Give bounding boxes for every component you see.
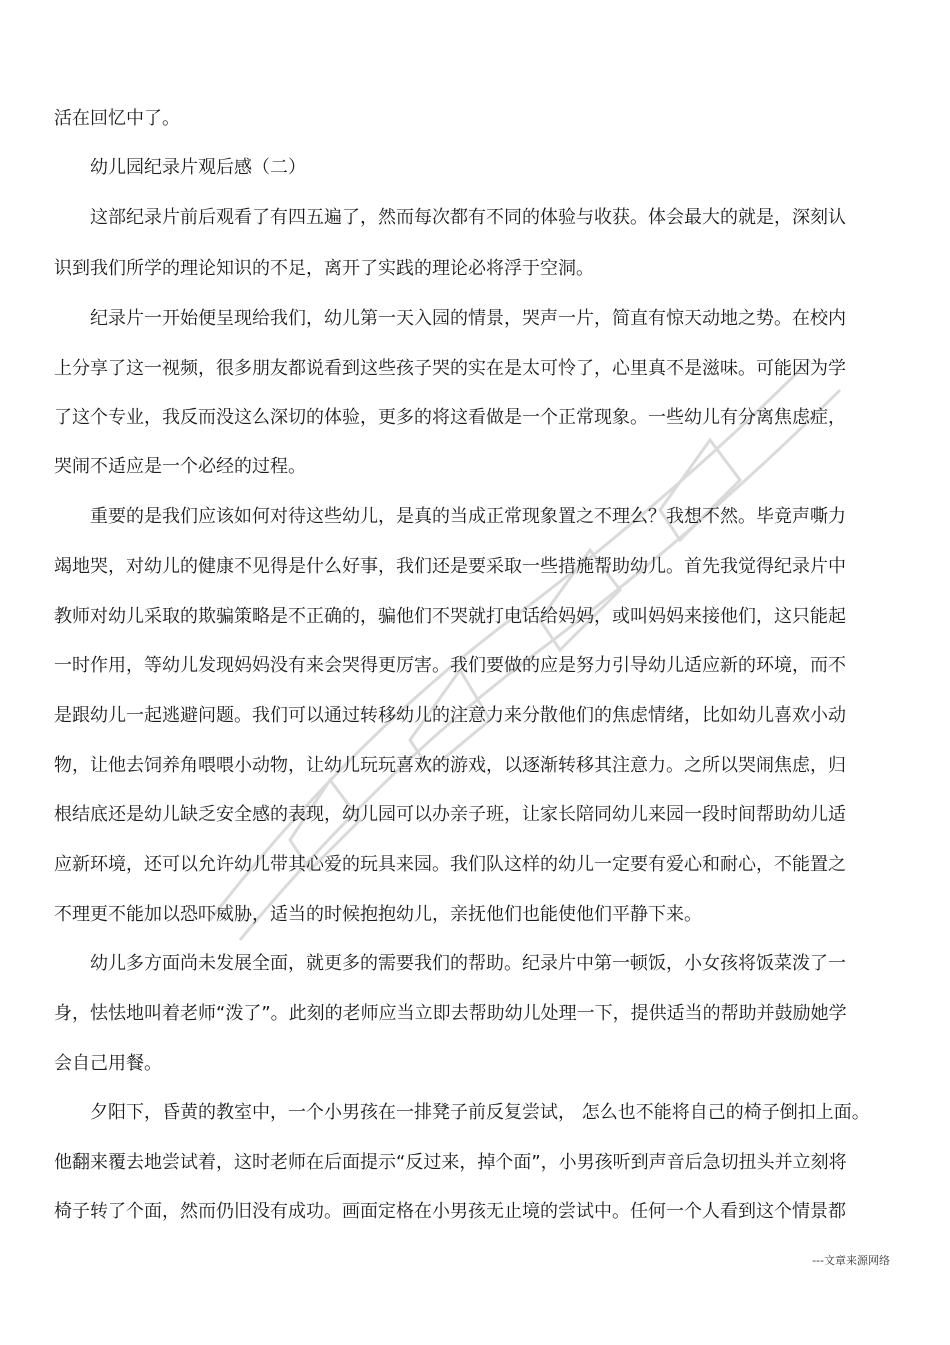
text-line: 活在回忆中了。 (54, 108, 180, 129)
text-line: 应新环境，还可以允许幼儿带其心爱的玩具来园。我们队这样的幼儿一定要有爱心和耐心，不能置之 (54, 854, 846, 875)
text-line: 了这个专业，我反而没这么深切的体验，更多的将这看做是一个正常现象。一些幼儿有分离焦虑症， (54, 407, 846, 428)
text-line: 是跟幼儿一起逃避问题。我们可以通过转移幼儿的注意力来分散他们的焦虑情绪，比如幼儿喜欢小动 (54, 705, 846, 726)
text-line: 哭闹不适应是一个必经的过程。 (54, 456, 306, 477)
text-line: 椅子转了个面，然而仍旧没有成功。画面定格在小男孩无止境的尝试中。任何一个人看到这个情景都 (54, 1201, 846, 1222)
text-line: 竭地哭，对幼儿的健康不见得是什么好事，我们还是要采取一些措施帮助幼儿。首先我觉得纪录片中 (54, 556, 846, 577)
text-line: 夕阳下，昏黄的教室中，一个小男孩在一排凳子前反复尝试， 怎么也不能将自己的椅子倒扣上面。 (90, 1102, 870, 1123)
text-line: 识到我们所学的理论知识的不足，离开了实践的理论必将浮于空洞。 (54, 258, 594, 279)
text-line: 一时作用，等幼儿发现妈妈没有来会哭得更厉害。我们要做的应是努力引导幼儿适应新的环境，而不 (54, 655, 846, 676)
text-line: 上分享了这一视频，很多朋友都说看到这些孩子哭的实在是太可怜了，心里真不是滋味。可能因为学 (54, 358, 846, 379)
text-line: 教师对幼儿采取的欺骗策略是不正确的，骗他们不哭就打电话给妈妈，或叫妈妈来接他们，这只能起 (54, 606, 846, 627)
text-line: 重要的是我们应该如何对待这些幼儿，是真的当成正常现象置之不理么？我想不然。毕竟声嘶力 (90, 506, 846, 527)
section-heading: 幼儿园纪录片观后感（二） (90, 157, 306, 178)
text-line: 幼儿多方面尚未发展全面，就更多的需要我们的帮助。纪录片中第一顿饭，小女孩将饭菜泼了一 (90, 953, 846, 974)
text-line: 这部纪录片前后观看了有四五遍了，然而每次都有不同的体验与收获。体会最大的就是，深刻认 (90, 207, 846, 228)
text-line: 身，怯怯地叫着老师“泼了”。此刻的老师应当立即去帮助幼儿处理一下，提供适当的帮助并鼓励她学 (54, 1003, 847, 1024)
text-line: 会自己用餐。 (54, 1053, 162, 1074)
text-line: 根结底还是幼儿缺乏安全感的表现，幼儿园可以办亲子班，让家长陪同幼儿来园一段时间帮助幼儿适 (54, 804, 846, 825)
source-footer: ---文章来源网络 (812, 1254, 890, 1267)
text-line: 物，让他去饲养角喂喂小动物，让幼儿玩玩喜欢的游戏，以逐渐转移其注意力。之所以哭闹焦虑，归 (54, 755, 846, 776)
text-line: 纪录片一开始便呈现给我们，幼儿第一天入园的情景，哭声一片，简直有惊天动地之势。在校内 (90, 308, 846, 329)
text-line: 不理更不能加以恐吓威胁，适当的时候抱抱幼儿，亲抚他们也能使他们平静下来。 (54, 904, 702, 925)
text-line: 他翻来覆去地尝试着，这时老师在后面提示“反过来，掉个面”，小男孩听到声音后急切扭头并立刻将 (54, 1152, 847, 1173)
